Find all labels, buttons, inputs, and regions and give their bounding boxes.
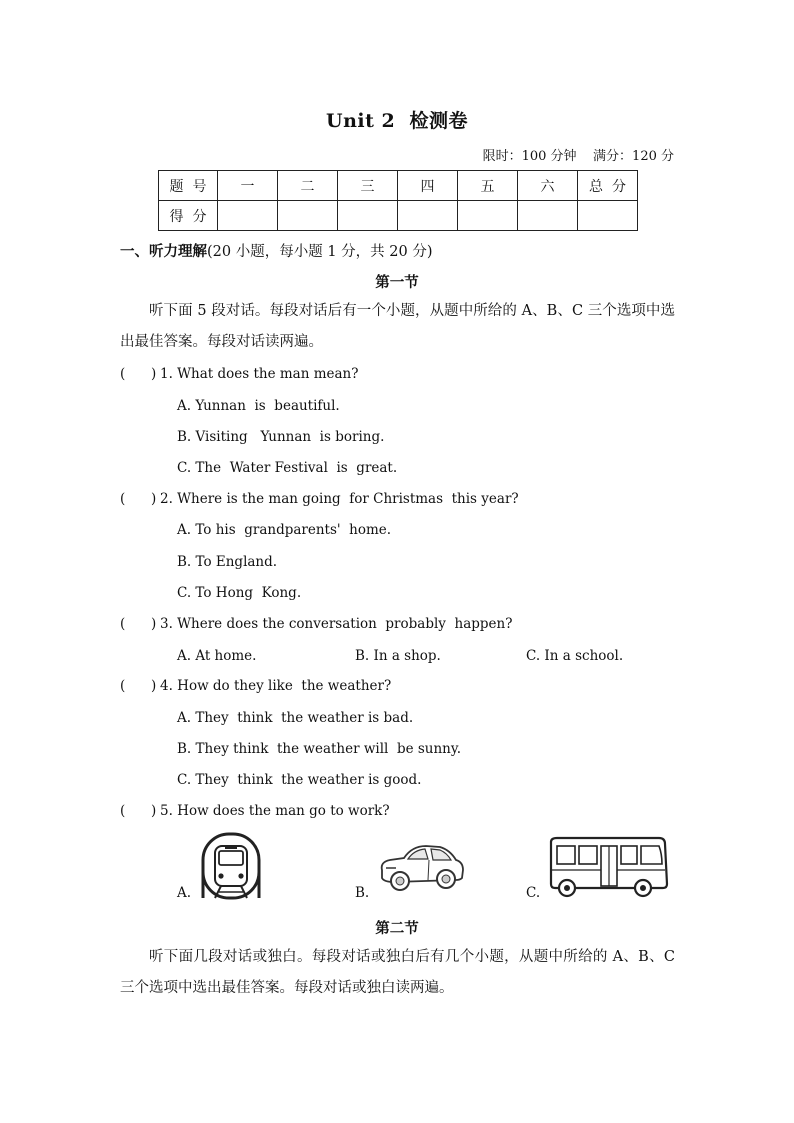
option-c[interactable]: C. To Hong Kong. [177, 585, 302, 601]
part1-title: 第一节 [375, 274, 419, 291]
section-heading-title: 一、听力理解 [120, 243, 207, 260]
score-cell[interactable] [518, 201, 578, 231]
score-header-cell: 三 [338, 171, 398, 201]
part2-title: 第二节 [375, 920, 419, 937]
section-heading-note: (20 小题，每小题 1 分，共 20 分) [207, 244, 433, 260]
option-a[interactable]: A. To his grandparents' home. [177, 522, 392, 538]
question-5 [120, 803, 390, 819]
option-b[interactable]: B. Visiting Yunnan is boring. [177, 429, 385, 445]
score-header-cell: 二 [278, 171, 338, 201]
question-stem: 5. How does the man go to work? [160, 803, 390, 819]
option-c[interactable]: C. In a school. [526, 648, 624, 664]
option-b[interactable]: B. To England. [177, 554, 278, 570]
option-c[interactable]: C. They think the weather is good. [177, 772, 422, 788]
score-table [158, 170, 638, 231]
score-row-label: 得 分 [159, 201, 218, 231]
option-a[interactable]: A. They think the weather is bad. [177, 710, 414, 726]
score-cell[interactable] [458, 201, 518, 231]
question-1 [120, 366, 359, 382]
score-header-cell: 题 号 [159, 171, 218, 201]
question-4 [120, 678, 391, 694]
bus-icon[interactable] [547, 834, 671, 902]
score-cell[interactable] [398, 201, 458, 231]
option-c[interactable]: C. The Water Festival is great. [177, 460, 398, 476]
option-b[interactable]: B. [355, 885, 370, 901]
option-c[interactable]: C. [526, 885, 541, 901]
score-header-cell: 四 [398, 171, 458, 201]
page-title: Unit 2 检测卷 [326, 110, 468, 132]
part2-instructions: 听下面几段对话或独白。每段对话或独白后有几个小题，从题中所给的 A、B、C 三个选项中选出最佳答案。每段对话或独白读两遍。 [120, 949, 675, 996]
question-2 [120, 491, 519, 507]
option-b[interactable]: B. In a shop. [355, 648, 441, 664]
score-table-score-row [159, 201, 638, 231]
score-header-cell: 五 [458, 171, 518, 201]
answer-blank[interactable]: ( ) [120, 491, 157, 507]
answer-blank[interactable]: ( ) [120, 678, 157, 694]
score-cell[interactable] [218, 201, 278, 231]
answer-blank[interactable]: ( ) [120, 803, 157, 819]
score-header-cell: 一 [218, 171, 278, 201]
score-table-header-row [159, 171, 638, 201]
answer-blank[interactable]: ( ) [120, 366, 157, 382]
score-header-cell: 总 分 [578, 171, 638, 201]
question-stem: 1. What does the man mean? [160, 366, 359, 382]
question-3 [120, 616, 512, 632]
score-cell[interactable] [338, 201, 398, 231]
car-icon[interactable] [376, 838, 466, 898]
section-heading [120, 240, 433, 261]
score-cell[interactable] [278, 201, 338, 231]
option-a[interactable]: A. [177, 885, 192, 901]
time-info: 限时：100 分钟 满分：120 分 [482, 149, 674, 164]
answer-blank[interactable]: ( ) [120, 616, 157, 632]
option-b[interactable]: B. They think the weather will be sunny. [177, 741, 462, 757]
question-stem: 2. Where is the man going for Christmas this year? [160, 491, 519, 507]
option-a[interactable]: A. At home. [177, 648, 257, 664]
question-stem: 4. How do they like the weather? [160, 678, 392, 694]
score-header-cell: 六 [518, 171, 578, 201]
option-a[interactable]: A. Yunnan is beautiful. [177, 398, 340, 414]
score-cell[interactable] [578, 201, 638, 231]
question-stem: 3. Where does the conversation probably happen? [160, 616, 513, 632]
train-icon[interactable] [199, 832, 263, 904]
part1-instructions: 听下面 5 段对话。每段对话后有一个小题，从题中所给的 A、B、C 三个选项中选出最佳答案。每段对话读两遍。 [120, 303, 675, 350]
